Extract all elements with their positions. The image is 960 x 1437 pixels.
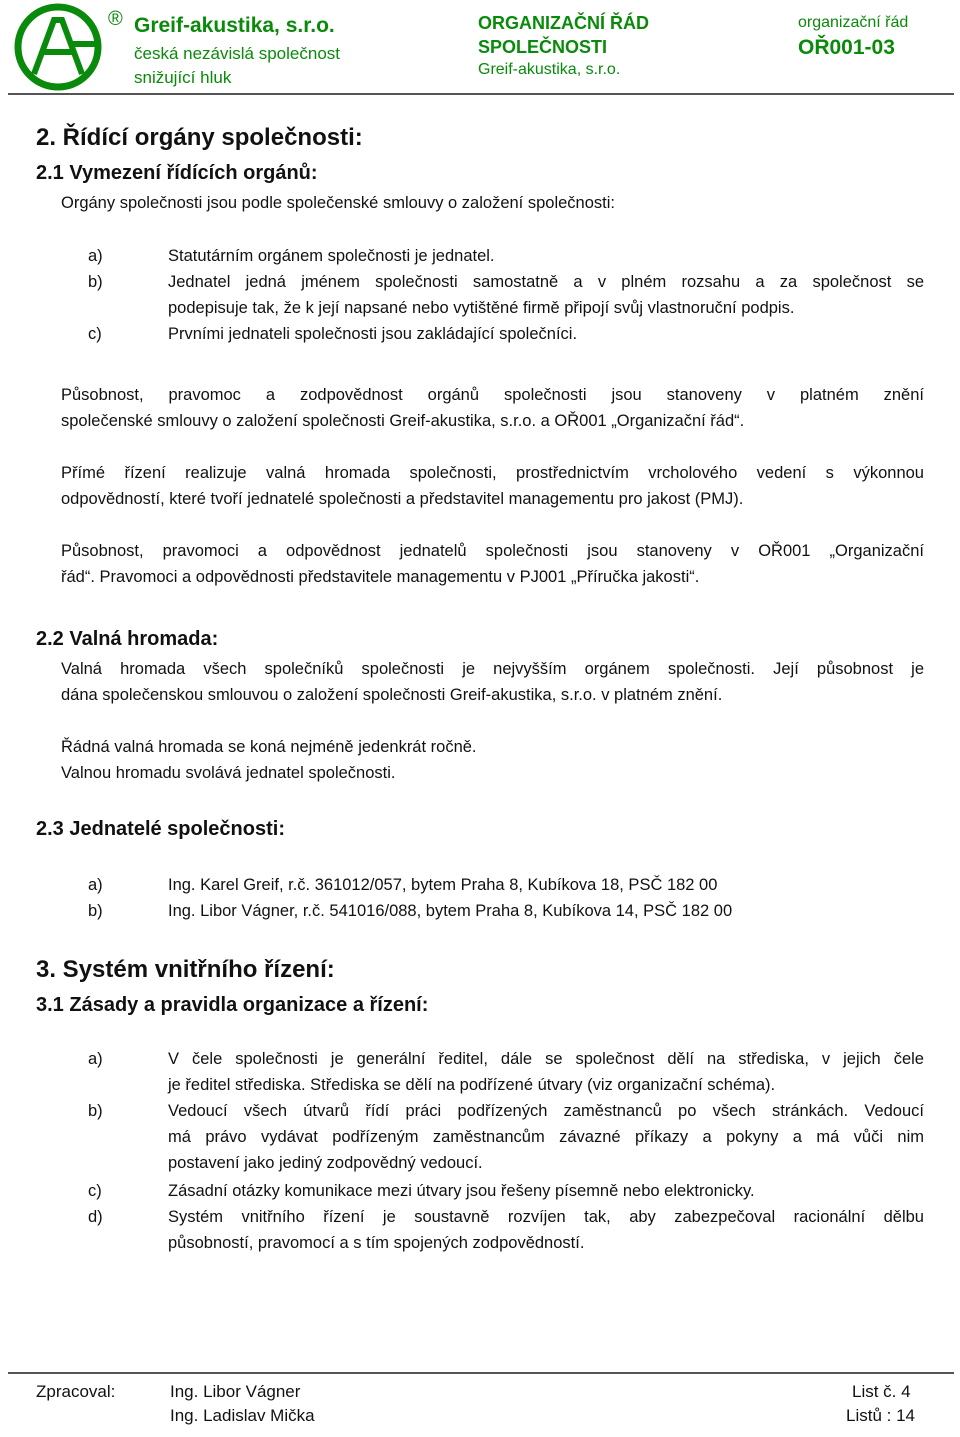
page-footer <box>8 1372 954 1434</box>
paragraph-line: Řádná valná hromada se koná nejméně jedenkrát ročně. <box>61 738 477 756</box>
company-tagline-1: česká nezávislá společnost <box>134 44 341 63</box>
list-item-mark: d) <box>88 1208 103 1226</box>
section-3-1-heading: 3.1 Zásady a pravidla organizace a řízení: <box>36 994 429 1016</box>
section-2-1-heading: 2.1 Vymezení řídících orgánů: <box>36 162 318 184</box>
section-3-heading: 3. Systém vnitřního řízení: <box>36 956 335 983</box>
list-item-mark: c) <box>88 1182 102 1200</box>
footer-sheet-total: Listů : 14 <box>846 1406 915 1425</box>
list-item-text: Systém vnitřního řízení je soustavně rozvíjen tak, aby zabezpečoval racionální dělbu <box>168 1208 924 1226</box>
paragraph-line: Valnou hromadu svolává jednatel společnosti. <box>61 764 396 782</box>
section-2-1-intro: Orgány společnosti jsou podle společenské smlouvy o založení společnosti: <box>61 194 615 212</box>
list-item-text: Statutárním orgánem společnosti je jednatel. <box>168 247 495 265</box>
footer-label: Zpracoval: <box>36 1382 116 1401</box>
document-id-block <box>798 12 958 62</box>
paragraph-line: dána společenskou smlouvou o založení společnosti Greif-akustika, s.r.o. v platném znění. <box>61 686 723 704</box>
document-title-line-2: SPOLEČNOSTI <box>478 37 608 57</box>
list-item-mark: b) <box>88 273 103 291</box>
list-item-mark: b) <box>88 902 103 920</box>
section-2-3-heading: 2.3 Jednatelé společnosti: <box>36 818 285 840</box>
list-item-mark: c) <box>88 325 102 343</box>
footer-sheet-number: List č. 4 <box>852 1382 911 1401</box>
list-item-text: působností, pravomocí a s tím spojených zodpovědností. <box>168 1234 585 1252</box>
list-item-text: V čele společnosti je generální ředitel, dále se společnost dělí na střediska, v jejich čele <box>168 1050 924 1068</box>
footer-author-2: Ing. Ladislav Mička <box>170 1406 315 1425</box>
paragraph-line: společenské smlouvy o založení společnosti Greif-akustika, s.r.o. a OŘ001 „Organizační řád“. <box>61 412 745 430</box>
list-item-mark: a) <box>88 247 103 265</box>
page-header <box>8 0 954 95</box>
list-item-text: postavení jako jediný zodpovědný vedoucí. <box>168 1154 483 1172</box>
list-item-text: je ředitel střediska. Střediska se dělí na podřízené útvary (viz organizační schéma). <box>168 1076 776 1094</box>
paragraph-line: řád“. Pravomoci a odpovědnosti představitele managementu v PJ001 „Příručka jakosti“. <box>61 568 700 586</box>
list-item-mark: a) <box>88 1050 103 1068</box>
registered-mark: ® <box>108 8 123 30</box>
company-tagline-2: snižující hluk <box>134 68 232 87</box>
list-item-mark: a) <box>88 876 103 894</box>
paragraph-line: Působnost, pravomoc a zodpovědnost orgánů společnosti jsou stanoveny v platném znění <box>61 386 924 404</box>
list-item-text: podepisuje tak, že k její napsané nebo vytištěné firmě připojí svůj vlastnoruční podpis. <box>168 299 795 317</box>
paragraph-line: odpovědností, které tvoří jednatelé společnosti a představitel managementu pro jakost (PMJ). <box>61 490 744 508</box>
document-title-block <box>478 11 728 81</box>
list-item-text: Zásadní otázky komunikace mezi útvary jsou řešeny písemně nebo elektronicky. <box>168 1182 755 1200</box>
paragraph-line: Valná hromada všech společníků společnosti je nejvyšším orgánem společnosti. Její působnost je <box>61 660 924 678</box>
list-item-text: Ing. Libor Vágner, r.č. 541016/088, bytem Praha 8, Kubíkova 14, PSČ 182 00 <box>168 902 733 920</box>
company-name: Greif-akustika, s.r.o. <box>134 14 335 37</box>
paragraph-line: Působnost, pravomoci a odpovědnost jednatelů společnosti jsou stanoveny v OŘ001 „Organizační <box>61 542 924 560</box>
document-title-line-3: Greif-akustika, s.r.o. <box>478 61 621 78</box>
section-2-2-heading: 2.2 Valná hromada: <box>36 628 219 650</box>
section-2-heading: 2. Řídící orgány společnosti: <box>36 124 363 151</box>
paragraph-line: Přímé řízení realizuje valná hromada společnosti, prostřednictvím vrcholového vedení s výkonnou <box>61 464 924 482</box>
list-item-text: má právo vydávat podřízeným zaměstnancům závazné příkazy a pokyny a má vůči nim <box>168 1128 924 1146</box>
company-logo-icon <box>12 2 104 92</box>
list-item-mark: b) <box>88 1102 103 1120</box>
list-item-text: Vedoucí všech útvarů řídí práci podřízených zaměstnanců po všech stránkách. Vedoucí <box>168 1102 924 1120</box>
list-item-text: Jednatel jedná jménem společnosti samostatně a v plném rozsahu a za společnost se <box>168 273 924 291</box>
document-code: OŘ001-03 <box>798 36 895 59</box>
footer-author-1: Ing. Libor Vágner <box>170 1382 301 1401</box>
document-title-line-1: ORGANIZAČNÍ ŘÁD <box>478 13 649 33</box>
list-item-text: Ing. Karel Greif, r.č. 361012/057, bytem Praha 8, Kubíkova 18, PSČ 182 00 <box>168 876 718 894</box>
list-item-text: Prvními jednateli společnosti jsou zakládající společníci. <box>168 325 578 343</box>
document-type: organizační řád <box>798 14 909 31</box>
